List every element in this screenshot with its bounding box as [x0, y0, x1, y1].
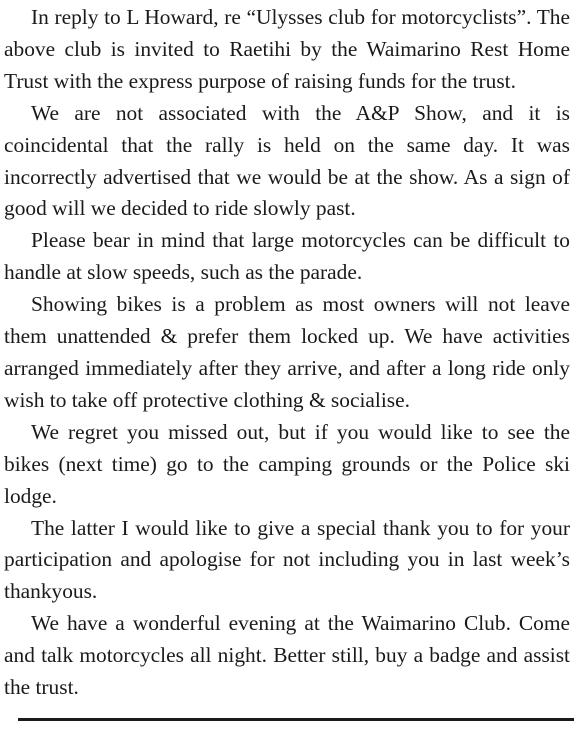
- paragraph-3: Please bear in mind that large motorcycles can be difficult to handle at slow speeds, such as the parade.: [4, 228, 570, 285]
- column-divider-rule: [18, 718, 574, 721]
- paragraph-5: We regret you missed out, but if you would like to see the bikes (next time) go to the camping grounds or the Police ski lodge.: [4, 419, 570, 508]
- paragraph-7: We have a wonderful evening at the Waimarino Club. Come and talk motorcycles all night. Better still, buy a badge and assist the trust.: [4, 611, 570, 700]
- paragraph-6: The latter I would like to give a special thank you to for your participation and apologise for not including you in last week’s thankyous.: [4, 515, 570, 604]
- letter-body: [4, 2, 570, 704]
- paragraph-2: We are not associated with the A&P Show, and it is coincidental that the rally is held on the same day. It was incorrectly advertised that we would be at the show. As a sign of good will we decided to ride slowly past.: [4, 100, 570, 221]
- paragraph-4: Showing bikes is a problem as most owners will not leave them unattended & prefer them locked up. We have activities arranged immediately after they arrive, and after a long ride only wish to take off protective clothing & socialise.: [4, 292, 570, 412]
- paragraph-1: In reply to L Howard, re “Ulysses club for motorcyclists”. The above club is invited to Raetihi by the Waimarino Rest Home Trust with the express purpose of raising funds for the trust.: [4, 5, 570, 93]
